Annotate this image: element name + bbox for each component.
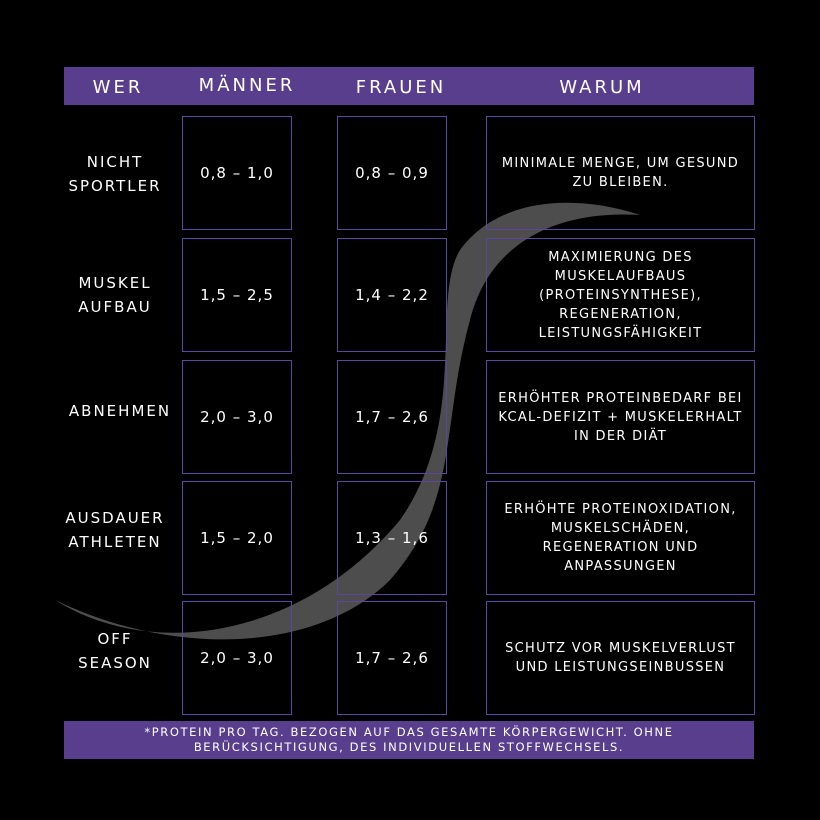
row-label-nicht-sportler: NICHT SPORTLER: [68, 153, 162, 195]
cell-warum-abnehmen: ERHÖHTER PROTEINBEDARF BEI KCAL-DEFIZIT + MUSKELERHALT IN DER DIÄT: [486, 360, 755, 474]
header-maenner: MÄNNER: [198, 75, 296, 96]
cell-maenner-abnehmen: 2,0 – 3,0: [182, 360, 292, 474]
cell-warum-ausdauer-athleten: ERHÖHTE PROTEINOXIDATION, MUSKELSCHÄDEN, REGENERATION UND ANPASSUNGEN: [486, 481, 755, 595]
cell-maenner-ausdauer-athleten: 1,5 – 2,0: [182, 481, 292, 595]
cell-warum-nicht-sportler: MINIMALE MENGE, UM GESUND ZU BLEIBEN.: [486, 116, 755, 230]
header-wer: WER: [92, 77, 144, 98]
footnote: *PROTEIN PRO TAG. BEZOGEN AUF DAS GESAMTE KÖRPERGEWICHT. OHNE BERÜCKSICHTIGUNG, DES INDIVIDUELLEN STOFFWECHSELS.: [64, 721, 754, 759]
header-warum: WARUM: [559, 77, 645, 98]
cell-maenner-muskel-aufbau: 1,5 – 2,5: [182, 238, 292, 352]
cell-maenner-off-season: 2,0 – 3,0: [182, 601, 292, 715]
cell-frauen-nicht-sportler: 0,8 – 0,9: [337, 116, 447, 230]
cell-frauen-muskel-aufbau: 1,4 – 2,2: [337, 238, 447, 352]
cell-warum-muskel-aufbau: MAXIMIERUNG DES MUSKELAUFBAUS (PROTEINSYNTHESE), REGENERATION, LEISTUNGSFÄHIGKEIT: [486, 238, 755, 352]
header-frauen: FRAUEN: [355, 77, 447, 98]
cell-warum-off-season: SCHUTZ VOR MUSKELVERLUST UND LEISTUNGSEINBUSSEN: [486, 601, 755, 715]
cell-frauen-abnehmen: 1,7 – 2,6: [337, 360, 447, 474]
row-label-muskel-aufbau: MUSKEL AUFBAU: [78, 274, 152, 316]
row-label-ausdauer-athleten: AUSDAUER ATHLETEN: [65, 509, 165, 551]
row-label-abnehmen: ABNEHMEN: [68, 402, 172, 420]
cell-frauen-ausdauer-athleten: 1,3 – 1,6: [337, 481, 447, 595]
cell-maenner-nicht-sportler: 0,8 – 1,0: [182, 116, 292, 230]
cell-frauen-off-season: 1,7 – 2,6: [337, 601, 447, 715]
row-label-off-season: OFF SEASON: [78, 630, 152, 672]
